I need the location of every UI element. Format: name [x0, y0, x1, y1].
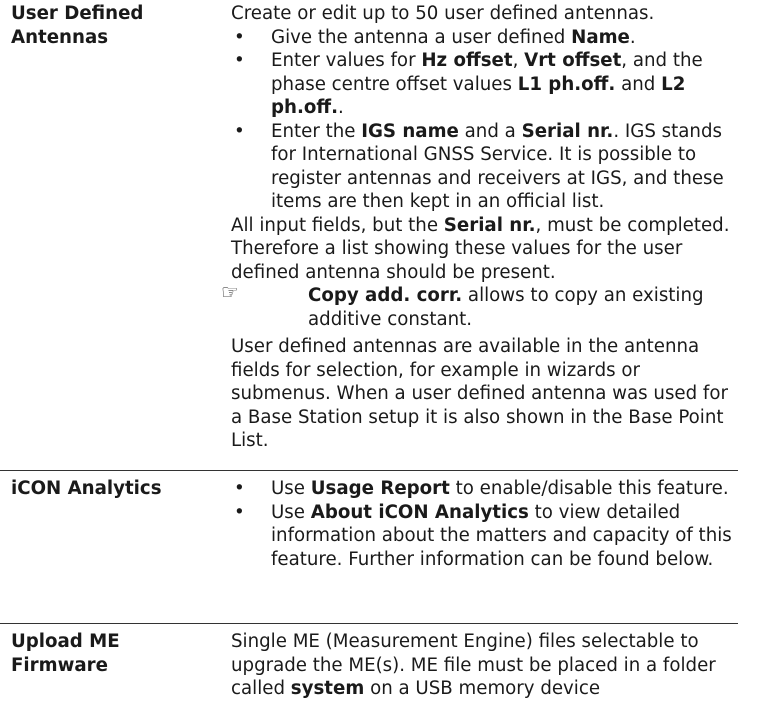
pointing-hand-icon: ☞ — [221, 280, 239, 304]
definition-cell — [221, 2, 738, 453]
bold-term: Serial nr. — [521, 120, 614, 142]
bullet-item: • Give the antenna a user defined Name. — [231, 26, 738, 50]
term-label: iCON Analytics — [11, 478, 162, 499]
definition-cell — [231, 477, 738, 571]
paragraph: User defined antennas are available in the antenna fields for selection, for example in wizards or submenus. When a user defined antenna was used for a Base Station setup it is also shown in the Base Point List. — [231, 336, 728, 451]
row-divider — [0, 470, 738, 471]
bullet-item: • Enter the IGS name and a Serial nr.. IGS stands for International GNSS Service. It is possible to register antennas and receivers at IGS, and these items are then kept in an official list. — [231, 120, 738, 214]
bold-term: Name — [571, 26, 630, 48]
term-label: Upload ME Firmware — [11, 631, 120, 676]
bullet-item: • Use About iCON Analytics to view detailed information about the matters and capacity of this feature. Further information can be found below. — [231, 501, 738, 572]
bold-term: About iCON Analytics — [310, 501, 529, 523]
bold-term: Serial nr. — [443, 214, 536, 236]
definition-cell — [231, 630, 738, 701]
bold-term: L2 ph.off. — [271, 73, 686, 118]
bold-term: Hz offset — [421, 50, 513, 71]
row-divider — [0, 623, 738, 624]
paragraph: Single ME (Measurement Engine) files selectable to upgrade the ME(s). ME file must be placed in a folder called system on a USB memory device — [231, 631, 716, 699]
bold-term: system — [290, 678, 365, 699]
intro-text: Create or edit up to 50 user defined antennas. — [231, 3, 655, 24]
term-label: User Defined Antennas — [11, 3, 144, 48]
bullet-item: • Use Usage Report to enable/disable this feature. — [231, 477, 738, 501]
bold-term: IGS name — [361, 120, 459, 142]
bold-term: Copy add. corr. — [308, 285, 463, 306]
bullet-item: • Enter values for Hz offset, Vrt offset, and the phase centre offset values L1 ph.off. and L2 ph.off.. — [231, 49, 738, 120]
bold-term: Vrt offset — [524, 50, 622, 71]
note-block — [221, 280, 738, 331]
bold-term: L1 ph.off. — [517, 73, 616, 95]
bold-term: Usage Report — [310, 478, 450, 499]
paragraph: All input fields, but the Serial nr., must be completed. Therefore a list showing these values for the user defined antenna should be present. — [231, 214, 730, 283]
note-text: Copy add. corr. allows to copy an existing additive constant. — [308, 285, 704, 330]
